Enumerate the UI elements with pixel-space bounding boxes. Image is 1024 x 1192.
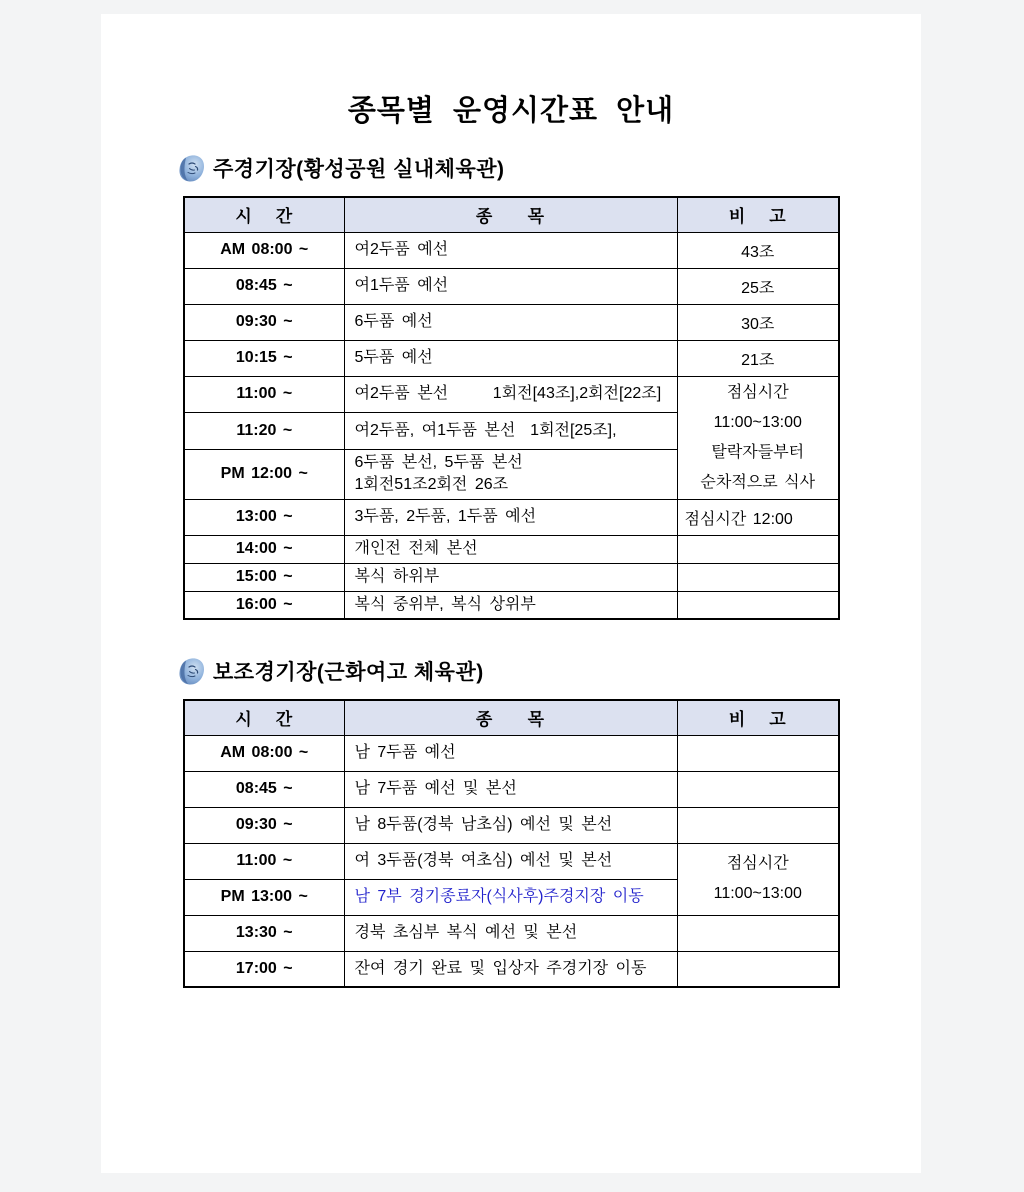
- note-cell: [677, 735, 839, 771]
- page-title: 종목별 운영시간표 안내: [347, 95, 675, 127]
- note-cell: [677, 771, 839, 807]
- event-cell: 여2두품, 여1두품 본선 1회전[25조],: [344, 413, 677, 450]
- schedule-table-main-venue: [183, 196, 840, 620]
- event-cell: 여1두품 예선: [344, 268, 677, 304]
- event-cell: 6두품 예선: [344, 304, 677, 340]
- note-cell: 30조: [677, 304, 839, 340]
- time-cell: 09:30 ~: [184, 304, 344, 340]
- table-row: [184, 535, 839, 563]
- event-cell: 복식 중위부, 복식 상위부: [344, 591, 677, 619]
- note-cell: 점심시간 12:00: [677, 499, 839, 535]
- note-cell: [677, 807, 839, 843]
- time-cell: 16:00 ~: [184, 591, 344, 619]
- time-cell: AM 08:00 ~: [184, 735, 344, 771]
- event-cell: 개인전 전체 본선: [344, 535, 677, 563]
- column-header-note: 비 고: [677, 700, 839, 735]
- table-row: [184, 591, 839, 619]
- event-cell: 남 7두품 예선: [344, 735, 677, 771]
- note-cell: 43조: [677, 232, 839, 268]
- table-row: [184, 951, 839, 987]
- table-header-row: [184, 700, 839, 735]
- section-label-sub-venue: 보조경기장(근화여고 체육관): [213, 661, 484, 684]
- document-page: [101, 14, 921, 1173]
- time-cell: 08:45 ~: [184, 771, 344, 807]
- time-cell: 08:45 ~: [184, 268, 344, 304]
- note-cell: 점심시간 11:00~13:00 탈락자들부터 순차적으로 식사: [677, 376, 839, 499]
- table-row: [184, 807, 839, 843]
- table-row: [184, 232, 839, 268]
- column-header-note: 비 고: [677, 197, 839, 232]
- event-cell: 남 8두품(경북 남초심) 예선 및 본선: [344, 807, 677, 843]
- table-row: [184, 499, 839, 535]
- column-header-time: 시 간: [184, 197, 344, 232]
- table-row: [184, 771, 839, 807]
- event-cell: 여2두품 예선: [344, 232, 677, 268]
- time-cell: 15:00 ~: [184, 563, 344, 591]
- column-header-time: 시 간: [184, 700, 344, 735]
- note-cell: [677, 591, 839, 619]
- section-heading-sub-venue: [177, 656, 921, 686]
- event-cell: 남 7두품 예선 및 본선: [344, 771, 677, 807]
- blue-shell-icon: [177, 657, 206, 686]
- note-cell: 점심시간 11:00~13:00: [677, 843, 839, 915]
- event-cell: 5두품 예선: [344, 340, 677, 376]
- note-cell: [677, 915, 839, 951]
- time-cell: 14:00 ~: [184, 535, 344, 563]
- event-cell: 잔여 경기 완료 및 입상자 주경기장 이동: [344, 951, 677, 987]
- time-cell: 13:30 ~: [184, 915, 344, 951]
- table-row: [184, 340, 839, 376]
- time-cell: 13:00 ~: [184, 499, 344, 535]
- time-cell: 17:00 ~: [184, 951, 344, 987]
- table-row: [184, 304, 839, 340]
- schedule-table-sub-venue: [183, 699, 840, 988]
- time-cell: PM 12:00 ~: [184, 449, 344, 499]
- note-cell: [677, 951, 839, 987]
- table-row: [184, 376, 839, 413]
- event-cell: 6두품 본선, 5두품 본선 1회전51조2회전 26조: [344, 449, 677, 499]
- section-label-main-venue: 주경기장(황성공원 실내체육관): [213, 158, 505, 181]
- table-row: [184, 268, 839, 304]
- event-cell: 3두품, 2두품, 1두품 예선: [344, 499, 677, 535]
- time-cell: 10:15 ~: [184, 340, 344, 376]
- time-cell: PM 13:00 ~: [184, 879, 344, 915]
- table-row: [184, 843, 839, 879]
- column-header-event: 종 목: [344, 197, 677, 232]
- time-cell: AM 08:00 ~: [184, 232, 344, 268]
- section-heading-main-venue: [177, 153, 921, 183]
- event-cell: 남 7부 경기종료자(식사후)주경지장 이동: [344, 879, 677, 915]
- blue-shell-icon: [177, 154, 206, 183]
- note-cell: 25조: [677, 268, 839, 304]
- note-cell: [677, 563, 839, 591]
- event-cell: 경북 초심부 복식 예선 및 본선: [344, 915, 677, 951]
- note-cell: [677, 535, 839, 563]
- note-cell: 21조: [677, 340, 839, 376]
- table-row: [184, 563, 839, 591]
- table-header-row: [184, 197, 839, 232]
- event-cell: 복식 하위부: [344, 563, 677, 591]
- time-cell: 11:00 ~: [184, 376, 344, 413]
- time-cell: 09:30 ~: [184, 807, 344, 843]
- table-row: [184, 735, 839, 771]
- event-cell: 여2두품 본선 1회전[43조],2회전[22조]: [344, 376, 677, 413]
- column-header-event: 종 목: [344, 700, 677, 735]
- time-cell: 11:20 ~: [184, 413, 344, 450]
- time-cell: 11:00 ~: [184, 843, 344, 879]
- event-cell: 여 3두품(경북 여초심) 예선 및 본선: [344, 843, 677, 879]
- table-row: [184, 915, 839, 951]
